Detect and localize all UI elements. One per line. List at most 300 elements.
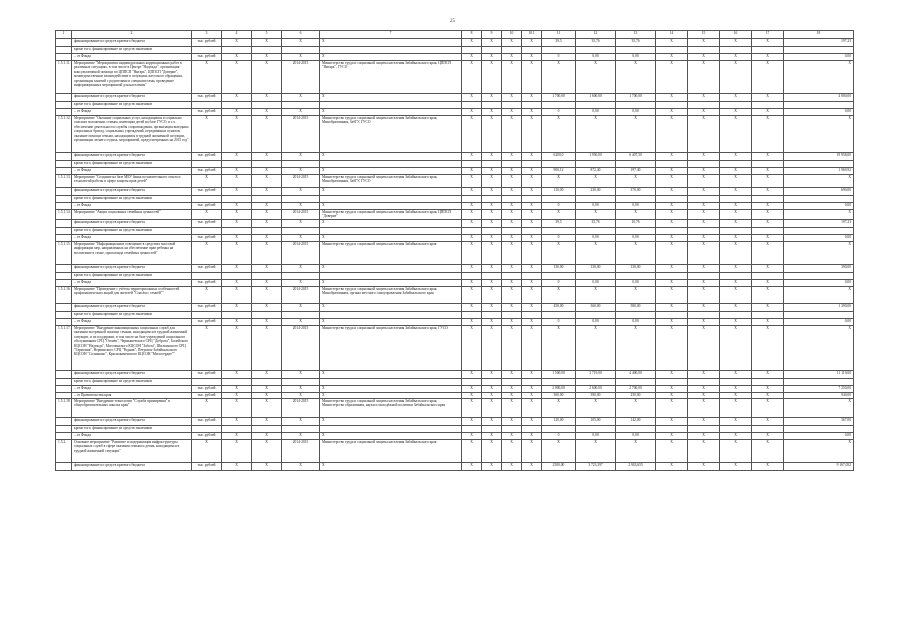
column-number: 11 — [542, 31, 576, 39]
item-name: финансирование из средств краевого бюджета — [72, 418, 192, 426]
item-name: Мероприятие "Оказание социальных услуг, находящимся в социально опасном положении, семьям, имеющим детей на базе ГУСО, в т.ч. обеспечение деятельности службы сопровождения, организация выездных социальных бригад, социальных учреждений, передвижных пунктов, оказание помощи семьям, находящимся в трудной жизненной ситуации, организация летнего отдыха, мероприятий, предусмотренных на 2015 год" — [72, 116, 192, 153]
item-number: 1.5.1.15. — [56, 242, 72, 265]
cell-col-15: X — [688, 188, 720, 196]
total-cell: 197,23 — [784, 220, 854, 228]
cell-col-10: X — [502, 153, 522, 161]
amount-2016-cell: X — [616, 242, 656, 265]
cell-col-9 — [482, 161, 502, 168]
amount-2016-cell: X — [616, 399, 656, 418]
cell-col-5 — [252, 161, 282, 168]
cell-col-14 — [656, 102, 688, 109]
cell-col-14: X — [656, 440, 688, 463]
total-cell: 0,00 — [784, 203, 854, 210]
unit-cell: тыс. рублей — [192, 235, 222, 242]
amount-2015-cell: 0,00 — [576, 109, 616, 116]
amount-2015-cell: 105,00 — [576, 418, 616, 426]
table-row — [56, 326, 854, 371]
period-cell: X — [282, 280, 320, 287]
cell-col-17: X — [752, 94, 784, 102]
cell-col-10-1: X — [522, 399, 542, 418]
cell-col-4 — [222, 273, 252, 280]
cell-col-10: X — [502, 265, 522, 273]
amount-2015-cell — [576, 426, 616, 433]
item-name: кроме того, финансирование из средств заказчиков — [72, 379, 192, 386]
amount-2015-cell: 0,00 — [576, 54, 616, 61]
page-number: 25 — [450, 19, 455, 24]
cell-col-10 — [502, 47, 522, 54]
table-row — [56, 161, 854, 168]
cell-col-8: X — [462, 386, 482, 393]
column-number: 15 — [688, 31, 720, 39]
column-number: 16 — [720, 31, 752, 39]
executor-cell: Министерство труда и социальной защиты населения Забайкальского края, Минобразования, ЗабГУ, ГУСО — [320, 116, 462, 153]
cell-col-4 — [222, 228, 252, 235]
amount-2014-cell — [542, 196, 576, 203]
cell-col-15: X — [688, 94, 720, 102]
item-name: кроме того, финансирование из средств заказчиков — [72, 312, 192, 319]
cell-col-17 — [752, 312, 784, 319]
total-cell: 0,00 — [784, 280, 854, 287]
total-cell: 390,00 — [784, 265, 854, 273]
amount-2015-cell: 0,00 — [576, 319, 616, 326]
table-row — [56, 273, 854, 280]
cell-col-15: X — [688, 418, 720, 426]
cell-col-9: X — [482, 109, 502, 116]
unit-cell: тыс. рублей — [192, 319, 222, 326]
cell-col-5: X — [252, 116, 282, 153]
unit-cell: тыс. рублей — [192, 463, 222, 471]
cell-col-17: X — [752, 203, 784, 210]
cell-col-9: X — [482, 235, 502, 242]
cell-col-4: X — [222, 116, 252, 153]
cell-col-15: X — [688, 54, 720, 61]
item-number: 1.5.1.12. — [56, 116, 72, 153]
period-cell — [282, 273, 320, 280]
table-row — [56, 386, 854, 393]
cell-col-8: X — [462, 242, 482, 265]
table-row — [56, 235, 854, 242]
cell-col-5: X — [252, 393, 282, 399]
total-cell: 1 390,00 — [784, 304, 854, 312]
cell-col-16: X — [720, 463, 752, 471]
table-row — [56, 188, 854, 196]
total-cell: 690,00 — [784, 188, 854, 196]
cell-col-17: X — [752, 280, 784, 287]
cell-col-14: X — [656, 319, 688, 326]
table-row — [56, 265, 854, 273]
period-cell: 2014-2015 — [282, 175, 320, 188]
cell-col-8: X — [462, 418, 482, 426]
amount-2016-cell: 2 700,00 — [616, 386, 656, 393]
item-number: 1.5.1.11. — [56, 61, 72, 94]
cell-col-14: X — [656, 188, 688, 196]
cell-col-5: X — [252, 280, 282, 287]
executor-cell — [320, 161, 462, 168]
cell-col-15: X — [688, 433, 720, 440]
cell-col-8: X — [462, 109, 482, 116]
item-name: Мероприятие "Акция социальных семейных ценностей" — [72, 210, 192, 220]
table-row — [56, 39, 854, 47]
cell-col-8 — [462, 47, 482, 54]
cell-col-8: X — [462, 188, 482, 196]
table-row — [56, 196, 854, 203]
amount-2015-cell: 0,00 — [576, 235, 616, 242]
amount-2014-cell: X — [542, 116, 576, 153]
cell-col-10: X — [502, 61, 522, 94]
amount-2014-cell: 300,00 — [542, 393, 576, 399]
amount-2014-cell: 110,00 — [542, 188, 576, 196]
cell-col-14: X — [656, 109, 688, 116]
item-number — [56, 196, 72, 203]
table-row — [56, 116, 854, 153]
cell-col-16: X — [720, 326, 752, 371]
cell-col-17: X — [752, 235, 784, 242]
executor-cell: X — [320, 39, 462, 47]
amount-2014-cell: X — [542, 326, 576, 371]
cell-col-10 — [502, 228, 522, 235]
table-row — [56, 109, 854, 116]
column-number: 14 — [656, 31, 688, 39]
period-cell: X — [282, 319, 320, 326]
cell-col-15: X — [688, 440, 720, 463]
item-number — [56, 304, 72, 312]
item-name: финансирование из средств краевого бюджета — [72, 304, 192, 312]
cell-col-15: X — [688, 265, 720, 273]
amount-2014-cell: 1 500,00 — [542, 371, 576, 379]
unit-cell — [192, 379, 222, 386]
cell-col-14 — [656, 47, 688, 54]
period-cell: X — [282, 386, 320, 393]
amount-2015-cell — [576, 273, 616, 280]
cell-col-17: X — [752, 175, 784, 188]
cell-col-10-1: X — [522, 61, 542, 94]
cell-col-16 — [720, 426, 752, 433]
cell-col-17 — [752, 379, 784, 386]
cell-col-14: X — [656, 54, 688, 61]
cell-col-9 — [482, 426, 502, 433]
table-row — [56, 433, 854, 440]
cell-col-17 — [752, 161, 784, 168]
amount-2016-cell — [616, 228, 656, 235]
column-number: 10 — [502, 31, 522, 39]
cell-col-4: X — [222, 393, 252, 399]
cell-col-15: X — [688, 175, 720, 188]
cell-col-4: X — [222, 235, 252, 242]
cell-col-15 — [688, 47, 720, 54]
cell-col-9: X — [482, 54, 502, 61]
cell-col-5: X — [252, 39, 282, 47]
cell-col-10-1: X — [522, 39, 542, 47]
executor-cell: X — [320, 386, 462, 393]
item-name: – от Фонда — [72, 54, 192, 61]
cell-col-10-1: X — [522, 203, 542, 210]
executor-cell: X — [320, 304, 462, 312]
period-cell: X — [282, 265, 320, 273]
column-number: 17 — [752, 31, 784, 39]
cell-col-15 — [688, 312, 720, 319]
cell-col-5: X — [252, 440, 282, 463]
executor-cell: X — [320, 265, 462, 273]
cell-col-16: X — [720, 371, 752, 379]
cell-col-5 — [252, 102, 282, 109]
executor-cell: X — [320, 463, 462, 471]
item-name: – от Фонда — [72, 319, 192, 326]
table-row — [56, 47, 854, 54]
cell-col-8: X — [462, 210, 482, 220]
item-name: кроме того, финансирование из средств заказчиков — [72, 426, 192, 433]
total-cell — [784, 426, 854, 433]
executor-cell: X — [320, 235, 462, 242]
cell-col-9: X — [482, 168, 502, 175]
cell-col-17 — [752, 273, 784, 280]
cell-col-4: X — [222, 109, 252, 116]
cell-col-10: X — [502, 418, 522, 426]
item-number — [56, 220, 72, 228]
period-cell: X — [282, 433, 320, 440]
cell-col-10: X — [502, 280, 522, 287]
item-name: – от Фонда — [72, 109, 192, 116]
executor-cell: Министерство труда и социальной защиты населения Забайкальского края, ЦППСП "Доверие" — [320, 210, 462, 220]
cell-col-15: X — [688, 109, 720, 116]
item-number: 1.5.2. — [56, 440, 72, 463]
cell-col-16: X — [720, 94, 752, 102]
cell-col-15: X — [688, 210, 720, 220]
amount-2014-cell: 130,00 — [542, 265, 576, 273]
unit-cell — [192, 47, 222, 54]
amount-2015-cell: X — [576, 61, 616, 94]
item-name: кроме того, финансирование из средств заказчиков — [72, 228, 192, 235]
amount-2016-cell: 0,00 — [616, 433, 656, 440]
cell-col-9 — [482, 312, 502, 319]
unit-cell: X — [192, 399, 222, 418]
cell-col-14: X — [656, 235, 688, 242]
cell-col-4: X — [222, 210, 252, 220]
amount-2016-cell: 1 700,00 — [616, 94, 656, 102]
cell-col-10-1: X — [522, 153, 542, 161]
cell-col-8: X — [462, 175, 482, 188]
cell-col-9: X — [482, 116, 502, 153]
unit-cell: тыс. рублей — [192, 418, 222, 426]
unit-cell: X — [192, 175, 222, 188]
amount-2014-cell: 900,12 — [542, 168, 576, 175]
item-number — [56, 39, 72, 47]
cell-col-10: X — [502, 326, 522, 371]
cell-col-16: X — [720, 386, 752, 393]
cell-col-10: X — [502, 235, 522, 242]
item-name: Мероприятие "Внедрение технологии "Служба примирения" в общеобразовательных школах края" — [72, 399, 192, 418]
cell-col-16: X — [720, 61, 752, 94]
cell-col-15: X — [688, 220, 720, 228]
cell-col-10-1: X — [522, 109, 542, 116]
cell-col-10-1: X — [522, 242, 542, 265]
cell-col-8: X — [462, 168, 482, 175]
cell-col-15: X — [688, 61, 720, 94]
column-number: 12 — [576, 31, 616, 39]
executor-cell — [320, 312, 462, 319]
amount-2016-cell: 0,00 — [616, 319, 656, 326]
cell-col-5 — [252, 379, 282, 386]
item-name: финансирование из средств краевого бюджета — [72, 220, 192, 228]
amount-2016-cell: 0,00 — [616, 280, 656, 287]
cell-col-5: X — [252, 94, 282, 102]
cell-col-16: X — [720, 319, 752, 326]
table-row — [56, 153, 854, 161]
cell-col-4: X — [222, 54, 252, 61]
amount-2016-cell: 142,00 — [616, 418, 656, 426]
cell-col-17: X — [752, 188, 784, 196]
amount-2016-cell: 580,00 — [616, 304, 656, 312]
amount-2015-cell — [576, 379, 616, 386]
cell-col-17: X — [752, 39, 784, 47]
cell-col-16: X — [720, 287, 752, 304]
cell-col-17 — [752, 102, 784, 109]
cell-col-17: X — [752, 440, 784, 463]
cell-col-16 — [720, 273, 752, 280]
cell-col-9: X — [482, 94, 502, 102]
cell-col-10 — [502, 196, 522, 203]
period-cell: X — [282, 39, 320, 47]
cell-col-14: X — [656, 116, 688, 153]
cell-col-4: X — [222, 94, 252, 102]
amount-2016-cell: 35,76 — [616, 39, 656, 47]
cell-col-17: X — [752, 116, 784, 153]
total-cell: 0,00 — [784, 235, 854, 242]
amount-2015-cell: 3 719,00 — [576, 371, 616, 379]
item-number — [56, 426, 72, 433]
total-cell: 7 250,00 — [784, 386, 854, 393]
unit-cell: тыс. рублей — [192, 168, 222, 175]
cell-col-5: X — [252, 399, 282, 418]
cell-col-4: X — [222, 319, 252, 326]
cell-col-10: X — [502, 168, 522, 175]
cell-col-4: X — [222, 175, 252, 188]
cell-col-4: X — [222, 280, 252, 287]
cell-col-15 — [688, 161, 720, 168]
total-cell: X — [784, 61, 854, 94]
amount-2016-cell: X — [616, 116, 656, 153]
amount-2015-cell: X — [576, 116, 616, 153]
cell-col-9: X — [482, 418, 502, 426]
table-row — [56, 280, 854, 287]
cell-col-15 — [688, 273, 720, 280]
executor-cell: X — [320, 433, 462, 440]
item-number — [56, 168, 72, 175]
total-cell: 9 167,052 — [784, 463, 854, 471]
item-name: финансирование из средств краевого бюджета — [72, 153, 192, 161]
period-cell: X — [282, 371, 320, 379]
cell-col-5: X — [252, 210, 282, 220]
item-name: – от Фонда — [72, 280, 192, 287]
executor-cell: X — [320, 371, 462, 379]
period-cell: 2014-2015 — [282, 287, 320, 304]
total-cell — [784, 161, 854, 168]
cell-col-9: X — [482, 433, 502, 440]
amount-2016-cell — [616, 273, 656, 280]
cell-col-10 — [502, 312, 522, 319]
cell-col-14: X — [656, 61, 688, 94]
cell-col-10-1 — [522, 312, 542, 319]
cell-col-14: X — [656, 326, 688, 371]
cell-col-16: X — [720, 210, 752, 220]
table-body — [56, 31, 854, 471]
cell-col-14: X — [656, 304, 688, 312]
amount-2016-cell: 4 400,00 — [616, 371, 656, 379]
amount-2014-cell — [542, 312, 576, 319]
amount-2014-cell: X — [542, 61, 576, 94]
total-cell — [784, 47, 854, 54]
unit-cell: тыс. рублей — [192, 280, 222, 287]
cell-col-16 — [720, 228, 752, 235]
cell-col-9: X — [482, 386, 502, 393]
cell-col-14: X — [656, 242, 688, 265]
cell-col-9: X — [482, 265, 502, 273]
column-number: 2 — [72, 31, 192, 39]
amount-2016-cell: 2 943,655 — [616, 463, 656, 471]
cell-col-15 — [688, 102, 720, 109]
cell-col-10-1 — [522, 161, 542, 168]
cell-col-4 — [222, 196, 252, 203]
cell-col-16: X — [720, 203, 752, 210]
cell-col-10: X — [502, 287, 522, 304]
amount-2014-cell: 0 — [542, 433, 576, 440]
unit-cell: X — [192, 242, 222, 265]
cell-col-5: X — [252, 319, 282, 326]
cell-col-8: X — [462, 61, 482, 94]
cell-col-17: X — [752, 399, 784, 418]
cell-col-8: X — [462, 280, 482, 287]
cell-col-8 — [462, 161, 482, 168]
cell-col-5 — [252, 47, 282, 54]
cell-col-10 — [502, 161, 522, 168]
cell-col-4 — [222, 47, 252, 54]
program-activities-table-sheet — [55, 30, 853, 614]
cell-col-5: X — [252, 203, 282, 210]
cell-col-8: X — [462, 116, 482, 153]
cell-col-9: X — [482, 220, 502, 228]
cell-col-14 — [656, 312, 688, 319]
item-name: – от Фонда — [72, 235, 192, 242]
total-cell: X — [784, 287, 854, 304]
total-cell: 19 958,00 — [784, 153, 854, 161]
item-number — [56, 47, 72, 54]
cell-col-10-1: X — [522, 188, 542, 196]
amount-2016-cell: X — [616, 61, 656, 94]
cell-col-14: X — [656, 287, 688, 304]
period-cell: X — [282, 220, 320, 228]
period-cell: X — [282, 203, 320, 210]
cell-col-16: X — [720, 175, 752, 188]
period-cell: X — [282, 153, 320, 161]
cell-col-17: X — [752, 463, 784, 471]
cell-col-8: X — [462, 319, 482, 326]
executor-cell — [320, 196, 462, 203]
item-number: 1.5.1.16. — [56, 287, 72, 304]
cell-col-4: X — [222, 304, 252, 312]
unit-cell — [192, 312, 222, 319]
executor-cell: X — [320, 109, 462, 116]
amount-2015-cell: 0,00 — [576, 203, 616, 210]
cell-col-8: X — [462, 265, 482, 273]
unit-cell: тыс. рублей — [192, 39, 222, 47]
amount-2016-cell: 370,00 — [616, 188, 656, 196]
cell-col-10-1: X — [522, 175, 542, 188]
total-cell — [784, 102, 854, 109]
total-cell: 0,00 — [784, 54, 854, 61]
amount-2014-cell: 0 — [542, 235, 576, 242]
cell-col-10: X — [502, 220, 522, 228]
cell-col-4: X — [222, 61, 252, 94]
cell-col-15: X — [688, 386, 720, 393]
